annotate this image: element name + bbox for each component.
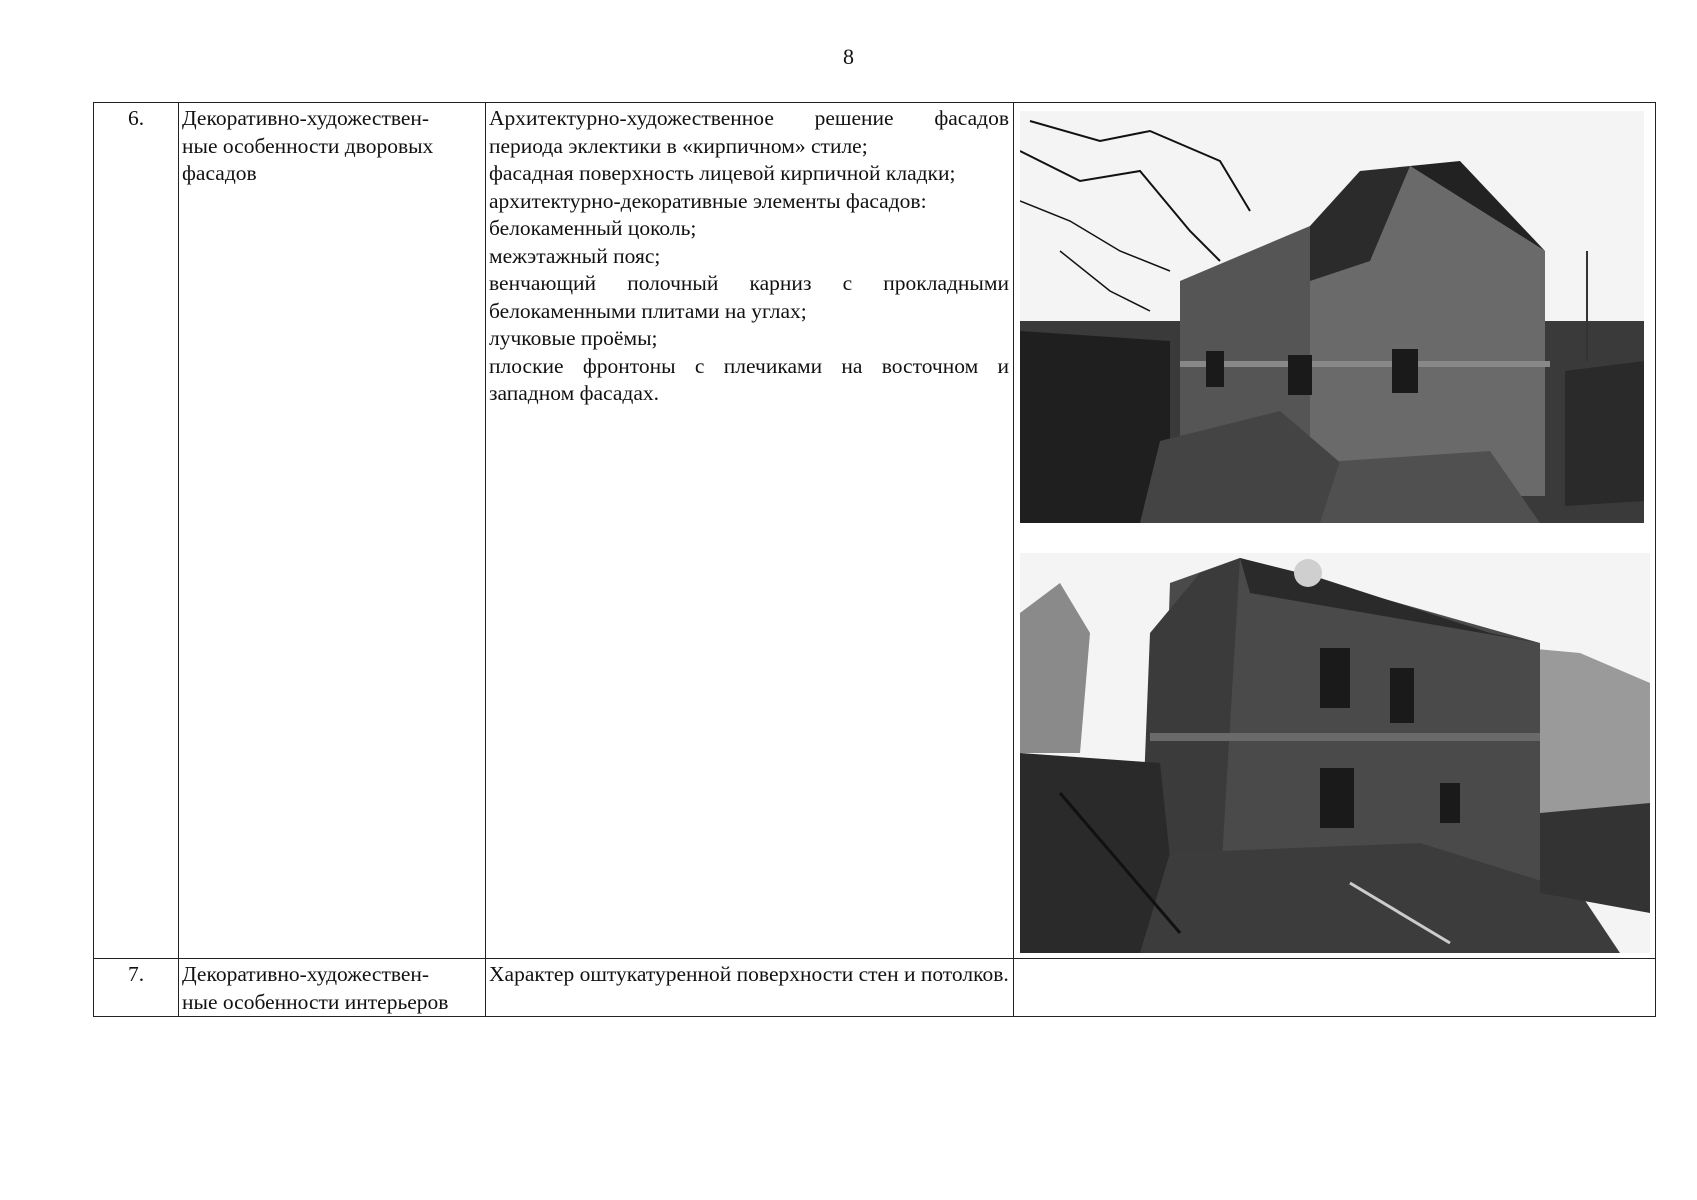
feature-name-line: Декоративно-художествен- xyxy=(182,962,430,986)
row-number: 6. xyxy=(127,106,145,130)
photo-cell xyxy=(1014,959,1656,1017)
feature-description-cell xyxy=(486,103,1014,959)
row-number-cell xyxy=(94,959,179,1017)
table-row xyxy=(94,959,1656,1017)
feature-name-cell xyxy=(179,103,486,959)
feature-name-line: ные особенности дворовых xyxy=(182,133,434,158)
description-paragraph: фасадная поверхность лицевой кирпичной кладки; xyxy=(489,161,956,185)
table-row xyxy=(94,103,1656,959)
feature-description-cell xyxy=(486,959,1014,1017)
row-number: 7. xyxy=(127,962,145,986)
feature-name-line: ные особенности интерьеров xyxy=(182,989,449,1014)
description-paragraph: лучковые проёмы; xyxy=(489,326,658,350)
features-table xyxy=(93,102,1656,1017)
feature-name-line: Декоративно-художествен- xyxy=(182,106,430,130)
photo-cell xyxy=(1014,103,1656,959)
row-number-cell xyxy=(94,103,179,959)
feature-name xyxy=(179,103,485,188)
feature-description xyxy=(486,103,1013,408)
photo-fire-damaged-building-2 xyxy=(1020,553,1650,953)
description-paragraph: межэтажный пояс; xyxy=(489,243,661,268)
description-paragraph: белокаменный цоколь; xyxy=(489,216,697,240)
description-paragraph: венчающий полочный карниз с прокладными белокаменными плитами на углах; xyxy=(489,271,1009,323)
description-paragraph: архитектурно-декоративные элементы фасадов: xyxy=(489,188,927,213)
description-paragraph: плоские фронтоны с плечиками на восточном и западном фасадах. xyxy=(489,353,1009,405)
description-paragraph: Характер оштукатуренной поверхности стен и потолков. xyxy=(489,962,1009,986)
photo-fire-damaged-building-1 xyxy=(1020,111,1644,523)
feature-name-cell xyxy=(179,959,486,1017)
feature-description xyxy=(486,959,1013,989)
feature-name xyxy=(179,959,485,1016)
feature-name-line: фасадов xyxy=(182,161,257,185)
description-paragraph: Архитектурно-художественное решение фасадов периода эклектики в «кирпичном» стиле; xyxy=(489,106,1009,158)
page-number: 8 xyxy=(843,44,854,69)
